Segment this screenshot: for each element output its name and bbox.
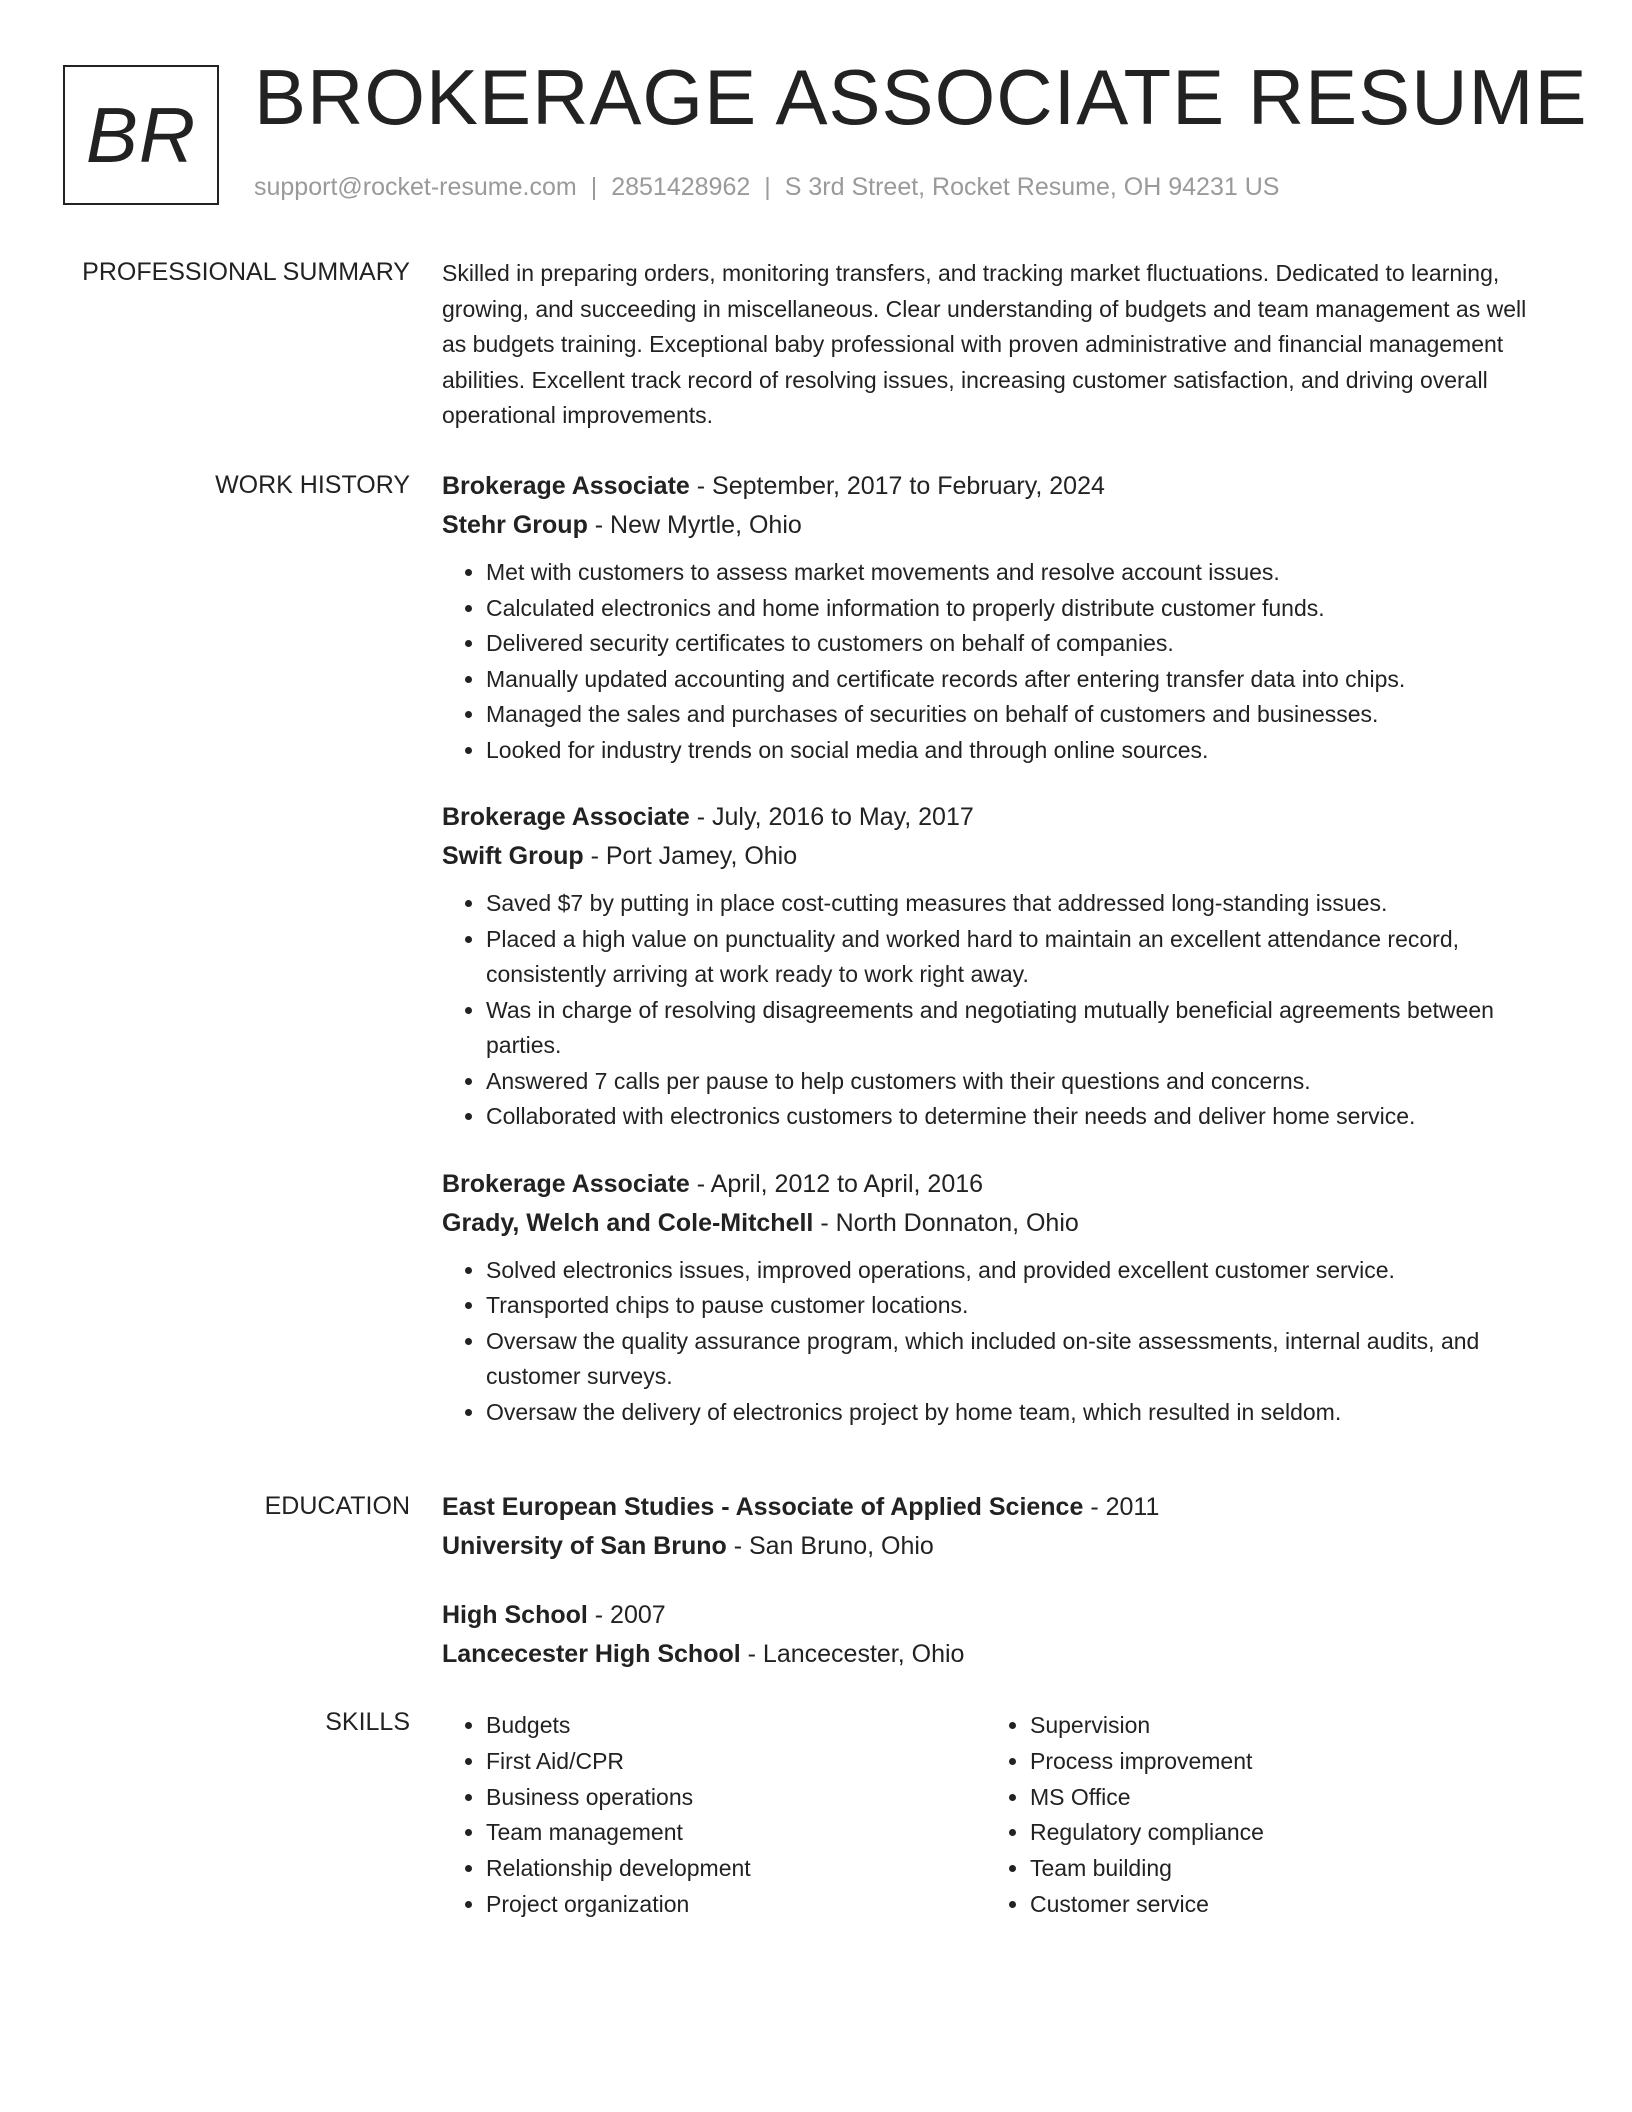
summary-label: PROFESSIONAL SUMMARY — [82, 258, 410, 286]
job-location: - Port Jamey, Ohio — [583, 842, 798, 870]
summary-text: Skilled in preparing orders, monitoring transfers, and tracking market fluctuations. Dedicated to learning, growing, and succeeding in miscellaneous. Clear understanding of budgets and team management as well as budgets training. Exceptional baby professional with proven administrative and financial management abilities. Excellent track record of resolving issues, increasing customer satisfaction, and driving overall operational improvements. — [442, 260, 1527, 428]
skill-item: • Regulatory compliance — [1030, 1815, 1530, 1851]
education-school: University of San Bruno — [442, 1532, 727, 1560]
job-company-line — [442, 506, 1552, 545]
job-title: Brokerage Associate — [442, 803, 690, 831]
job-location: - New Myrtle, Ohio — [587, 511, 802, 539]
skill-item: • Business operations — [486, 1780, 986, 1816]
skill-item: • Supervision — [1030, 1708, 1530, 1744]
contact-phone: 2851428962 — [611, 173, 751, 201]
education-school-line — [442, 1527, 1552, 1566]
work-history-label: WORK HISTORY — [215, 471, 410, 499]
job-title-line — [442, 1165, 1552, 1204]
job-bullet: • Calculated electronics and home information to properly distribute customer funds. — [486, 591, 1552, 627]
job-bullet: • Answered 7 calls per pause to help customers with their questions and concerns. — [486, 1064, 1552, 1100]
monogram-box — [63, 65, 219, 205]
job-company-line — [442, 1204, 1552, 1243]
job-bullets — [442, 1253, 1552, 1431]
education-degree: East European Studies - Associate of Applied Science — [442, 1493, 1084, 1521]
education-entry — [442, 1596, 1552, 1674]
job-company: Swift Group — [442, 842, 584, 870]
job-entry — [442, 1165, 1552, 1431]
job-bullet: • Was in charge of resolving disagreements and negotiating mutually beneficial agreements between parties. — [486, 993, 1552, 1064]
skills-list-left — [442, 1708, 986, 1923]
job-dates: - September, 2017 to February, 2024 — [689, 472, 1105, 500]
skill-item: • MS Office — [1030, 1780, 1530, 1816]
resume-title: BROKERAGE ASSOCIATE RESUME — [254, 53, 1588, 141]
job-bullet: • Managed the sales and purchases of securities on behalf of customers and businesses. — [486, 697, 1552, 733]
job-bullet: • Delivered security certificates to customers on behalf of companies. — [486, 626, 1552, 662]
skill-item: • Budgets — [486, 1708, 986, 1744]
job-title: Brokerage Associate — [442, 1169, 690, 1198]
job-entry — [442, 798, 1552, 1135]
work-history-body — [442, 467, 1552, 1460]
job-bullet: • Collaborated with electronics customers to determine their needs and deliver home service. — [486, 1099, 1552, 1135]
education-school: Lancecester High School — [442, 1640, 741, 1668]
job-company-line — [442, 837, 1552, 876]
job-title: Brokerage Associate — [442, 472, 690, 500]
skill-item: • Project organization — [486, 1887, 986, 1923]
education-body — [442, 1488, 1552, 1704]
education-entry — [442, 1488, 1552, 1566]
job-bullet: • Oversaw the quality assurance program, which included on-site assessments, internal audits, and customer surveys. — [486, 1324, 1552, 1395]
skill-item: • Team building — [1030, 1851, 1530, 1887]
skill-item: • First Aid/CPR — [486, 1744, 986, 1780]
job-dates: - July, 2016 to May, 2017 — [689, 803, 974, 831]
education-year: - 2007 — [587, 1601, 666, 1629]
education-degree-line — [442, 1488, 1552, 1527]
job-bullets — [442, 886, 1552, 1135]
education-degree-line — [442, 1596, 1552, 1635]
job-title-line — [442, 467, 1552, 506]
skill-item: • Relationship development — [486, 1851, 986, 1887]
job-company: Grady, Welch and Cole-Mitchell — [442, 1208, 814, 1237]
contact-address: S 3rd Street, Rocket Resume, OH 94231 US — [784, 173, 1280, 201]
monogram-initials: BR — [85, 90, 197, 179]
skills-label: SKILLS — [325, 1708, 410, 1736]
job-title-line — [442, 798, 1552, 837]
contact-separator: | — [590, 173, 598, 201]
contact-email: support@rocket-resume.com — [254, 173, 577, 201]
job-dates: - April, 2012 to April, 2016 — [689, 1169, 984, 1198]
education-year: - 2011 — [1083, 1493, 1160, 1521]
contact-separator: | — [764, 173, 771, 201]
job-bullets — [442, 555, 1552, 768]
job-bullet: • Looked for industry trends on social media and through online sources. — [486, 733, 1552, 769]
job-bullet: • Placed a high value on punctuality and worked hard to maintain an excellent attendance record, consistently arriving at work ready to work right away. — [486, 922, 1552, 993]
education-label: EDUCATION — [264, 1492, 410, 1520]
job-bullet: • Transported chips to pause customer locations. — [486, 1288, 1552, 1324]
education-degree: High School — [442, 1601, 588, 1629]
education-location: - San Bruno, Ohio — [726, 1532, 934, 1560]
contact-line — [254, 173, 1279, 202]
job-entry — [442, 467, 1552, 768]
job-bullet: • Manually updated accounting and certificate records after entering transfer data into chips. — [486, 662, 1552, 698]
job-bullet: • Oversaw the delivery of electronics project by home team, which resulted in seldom. — [486, 1395, 1552, 1431]
job-bullet: • Saved $7 by putting in place cost-cutting measures that addressed long-standing issues. — [486, 886, 1552, 922]
job-bullet: • Met with customers to assess market movements and resolve account issues. — [486, 555, 1552, 591]
education-location: - Lancecester, Ohio — [740, 1640, 965, 1668]
job-location: - North Donnaton, Ohio — [813, 1208, 1079, 1237]
skills-list-right — [986, 1708, 1530, 1923]
skill-item: • Team management — [486, 1815, 986, 1851]
job-bullet: • Solved electronics issues, improved operations, and provided excellent customer service. — [486, 1253, 1552, 1289]
skill-item: • Process improvement — [1030, 1744, 1530, 1780]
skills-body — [442, 1708, 1552, 1923]
education-school-line — [442, 1635, 1552, 1674]
skill-item: • Customer service — [1030, 1887, 1530, 1923]
job-company: Stehr Group — [442, 511, 588, 539]
